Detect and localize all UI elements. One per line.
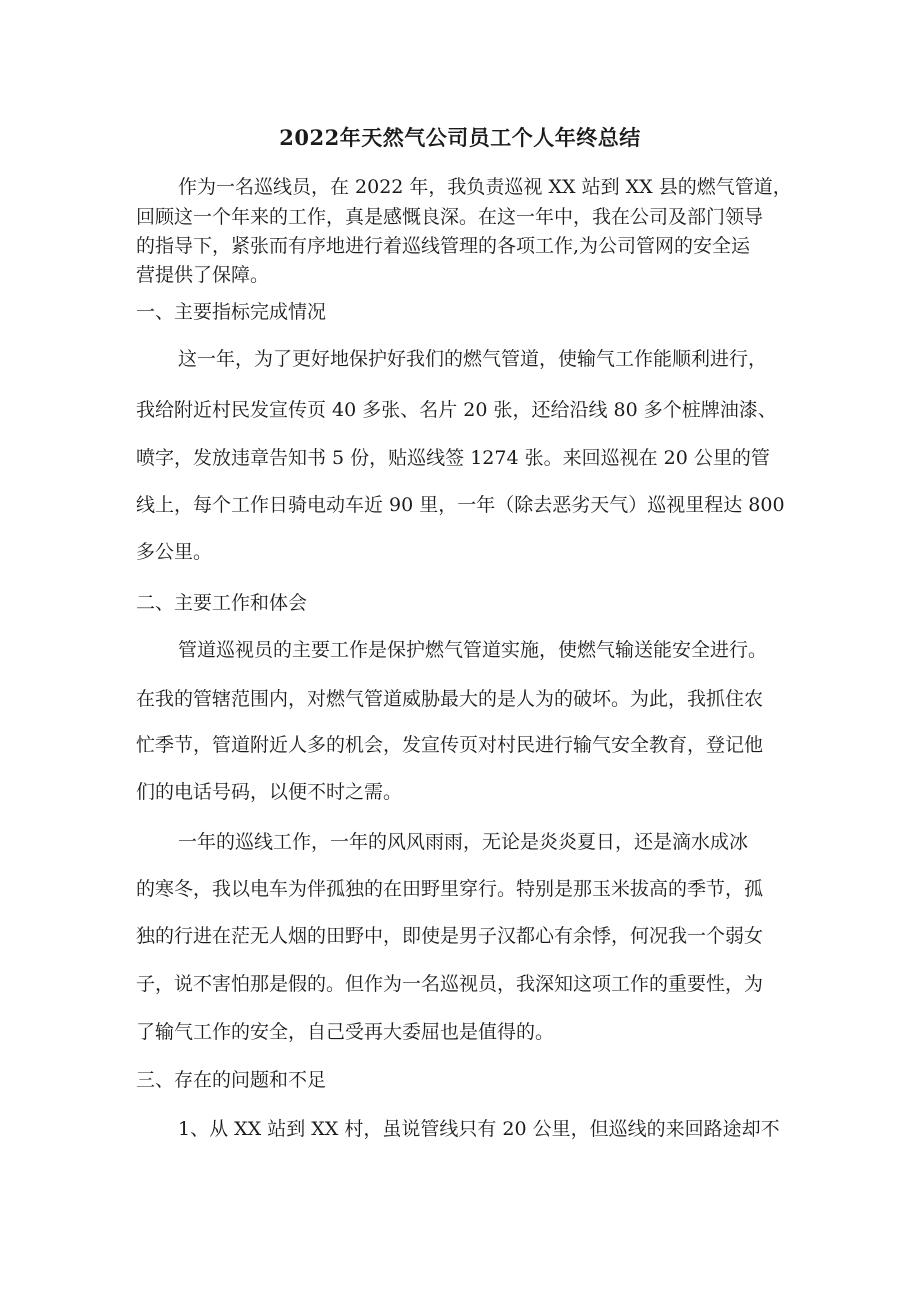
- section2-line: 了输气工作的安全，自己受再大委屈也是值得的。: [136, 1021, 555, 1043]
- section1-line: 这一年，为了更好地保护好我们的燃气管道，使输气工作能顺利进行，: [178, 348, 768, 370]
- section-heading-3: 三、存在的问题和不足: [136, 1069, 327, 1091]
- section2-line: 子，说不害怕那是假的。但作为一名巡视员，我深知这项工作的重要性，为: [136, 973, 764, 995]
- section2-line: 忙季节，管道附近人多的机会，发宣传页对村民进行输气安全教育，登记他: [136, 734, 764, 756]
- section2-line: 独的行进在茫无人烟的田野中，即使是男子汉都心有余悸，何况我一个弱女: [136, 925, 764, 947]
- section1-line: 多公里。: [136, 541, 213, 563]
- section1-line: 喷字，发放违章告知书 5 份，贴巡线签 1274 张。来回巡视在 20 公里的管: [136, 447, 770, 469]
- section-heading-1: 一、主要指标完成情况: [136, 301, 327, 323]
- section1-line: 我给附近村民发宣传页 40 多张、名片 20 张，还给沿线 80 多个桩牌油漆、: [136, 399, 777, 421]
- section2-line: 一年的巡线工作，一年的风风雨雨，无论是炎炎夏日，还是滴水成冰: [178, 831, 749, 853]
- section2-line: 在我的管辖范围内，对燃气管道威胁最大的是人为的破坏。为此，我抓住农: [136, 688, 764, 710]
- intro-line: 的指导下，紧张而有序地进行着巡线管理的各项工作,为公司管网的安全运: [136, 235, 751, 257]
- section1-line: 线上，每个工作日骑电动车近 90 里，一年（除去恶劣天气）巡视里程达 800: [136, 494, 785, 516]
- section3-line: 1、从 XX 站到 XX 村，虽说管线只有 20 公里，但巡线的来回路途却不: [178, 1118, 780, 1140]
- section-heading-2: 二、主要工作和体会: [136, 592, 308, 614]
- intro-line: 回顾这一个年来的工作，真是感慨良深。在这一年中，我在公司及部门领导: [136, 206, 764, 228]
- intro-line: 作为一名巡线员，在 2022 年，我负责巡视 XX 站到 XX 县的燃气管道，: [178, 176, 792, 198]
- intro-line: 营提供了保障。: [136, 264, 270, 286]
- section2-line: 的寒冬，我以电车为伴孤独的在田野里穿行。特别是那玉米拔高的季节，孤: [136, 878, 764, 900]
- section2-line: 管道巡视员的主要工作是保护燃气管道实施，使燃气输送能安全进行。: [178, 639, 768, 661]
- section2-line: 们的电话号码，以便不时之需。: [136, 781, 403, 803]
- document-title: 2022年天然气公司员工个人年终总结: [279, 125, 641, 150]
